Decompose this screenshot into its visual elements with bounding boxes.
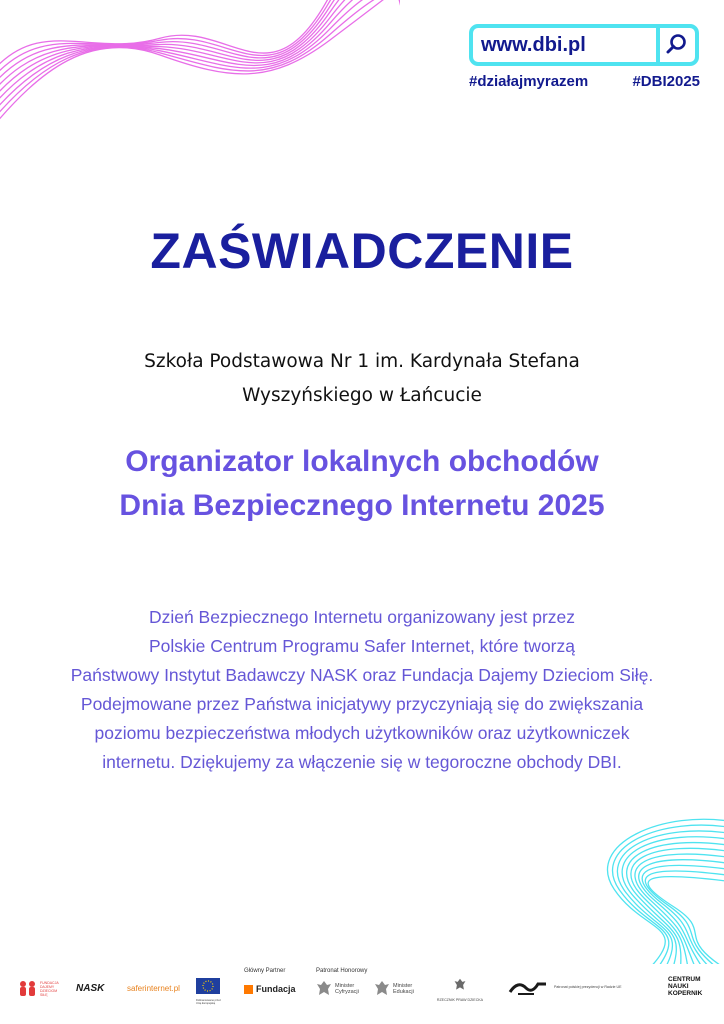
role-heading: [40, 440, 684, 528]
orange-square-icon: [244, 985, 253, 994]
body-line: Dzień Bezpiecznego Internetu organizowany jest przez: [148, 607, 576, 627]
fdds-logo: [18, 980, 62, 998]
wave-line: [0, 0, 400, 116]
eu-flag-icon: [196, 978, 220, 994]
cyfryzacja-label: Minister Cyfryzacji: [335, 983, 359, 995]
wave-line: [0, 0, 400, 95]
school-line: Szkoła Podstawowa Nr 1 im. Kardynała Stefana: [144, 351, 580, 372]
eagle-icon: [374, 980, 390, 998]
minister-cyfryzacji-logo: [316, 980, 367, 998]
wave-line: [608, 819, 724, 964]
edukacja-label: Minister Edukacji: [393, 983, 414, 995]
wave-line: [0, 0, 400, 123]
cyan-wave-decoration: [544, 814, 724, 964]
eu-presidency-label: Patronat polskiej prezydencji w Radzie UE: [554, 985, 622, 989]
body-line: Polskie Centrum Programu Safer Internet, które tworzą: [148, 636, 575, 656]
pink-wave-decoration: [0, 0, 400, 150]
search-divider: [656, 28, 660, 62]
wave-line: [0, 0, 400, 130]
main-partner-caption: Główny Partner: [244, 968, 286, 974]
role-line: Organizator lokalnych obchodów: [125, 445, 599, 478]
honorary-patronage-caption: Patronat Honorowy: [316, 968, 368, 974]
search-url[interactable]: www.dbi.pl: [481, 34, 586, 56]
wave-line: [642, 865, 724, 964]
partner-logos: [0, 964, 724, 1014]
search-icon[interactable]: [663, 31, 691, 59]
body-line: Państwowy Instytut Badawczy NASK oraz Fundacja Dajemy Dzieciom Siłę.: [70, 665, 654, 685]
presidency-mark-icon: [508, 978, 548, 996]
body-line: internetu. Dziękujemy za włączenie się w tegoroczne obchody DBI.: [102, 752, 622, 772]
school-name: [60, 345, 664, 413]
eu-presidency-logo: [508, 978, 644, 996]
orange-fundacja-logo: [244, 984, 296, 994]
wave-line: [622, 837, 724, 964]
wave-line: [0, 0, 400, 74]
eu-label: Dofinansowane przez Unię Europejską: [196, 999, 221, 1005]
saferinternet-logo: saferinternet.pl: [127, 984, 180, 993]
rpd-logo: [432, 978, 488, 1003]
wave-line: [639, 860, 724, 964]
hashtags: [469, 73, 700, 90]
wave-line: [635, 854, 724, 964]
minister-edukacji-logo: [374, 980, 425, 998]
hashtag-dzialajmy: #działajmyrazem: [469, 73, 589, 90]
fdds-label: FUNDACJA DAJEMY DZIECIOM SIŁĘ: [40, 981, 59, 997]
hashtag-dbi2025: #DBI2025: [632, 73, 700, 90]
role-line: Dnia Bezpiecznego Internetu 2025: [119, 489, 605, 522]
wave-line: [0, 0, 400, 88]
fundacja-label: Fundacja: [256, 984, 296, 994]
wave-line: [617, 831, 724, 964]
wave-line: [613, 825, 724, 964]
wave-line: [627, 843, 724, 964]
rpd-label: RZECZNIK PRAW DZIECKA: [436, 998, 484, 1002]
eagle-icon: [316, 980, 332, 998]
wave-line: [0, 0, 400, 109]
school-line: Wyszyńskiego w Łańcucie: [242, 385, 482, 406]
wave-line: [631, 848, 724, 964]
children-icon: [18, 980, 38, 998]
wave-line: [648, 877, 724, 964]
wave-line: [0, 0, 400, 81]
body-line: Podejmowane przez Państwa inicjatywy przyczyniają się do zwiększania: [80, 694, 644, 714]
eu-logo: [196, 978, 222, 1005]
cnk-logo: CENTRUM NAUKI KOPERNIK: [668, 976, 703, 997]
body-line: poziomu bezpieczeństwa młodych użytkowników oraz użytkowniczek: [94, 723, 630, 743]
eagle-icon: [453, 978, 467, 992]
page-title: ZAŚWIADCZENIE: [150, 223, 574, 279]
wave-line: [0, 0, 400, 102]
nask-logo: NASK: [76, 983, 105, 994]
search-box[interactable]: [469, 24, 699, 66]
wave-line: [645, 871, 724, 964]
body-paragraph: [20, 603, 704, 777]
